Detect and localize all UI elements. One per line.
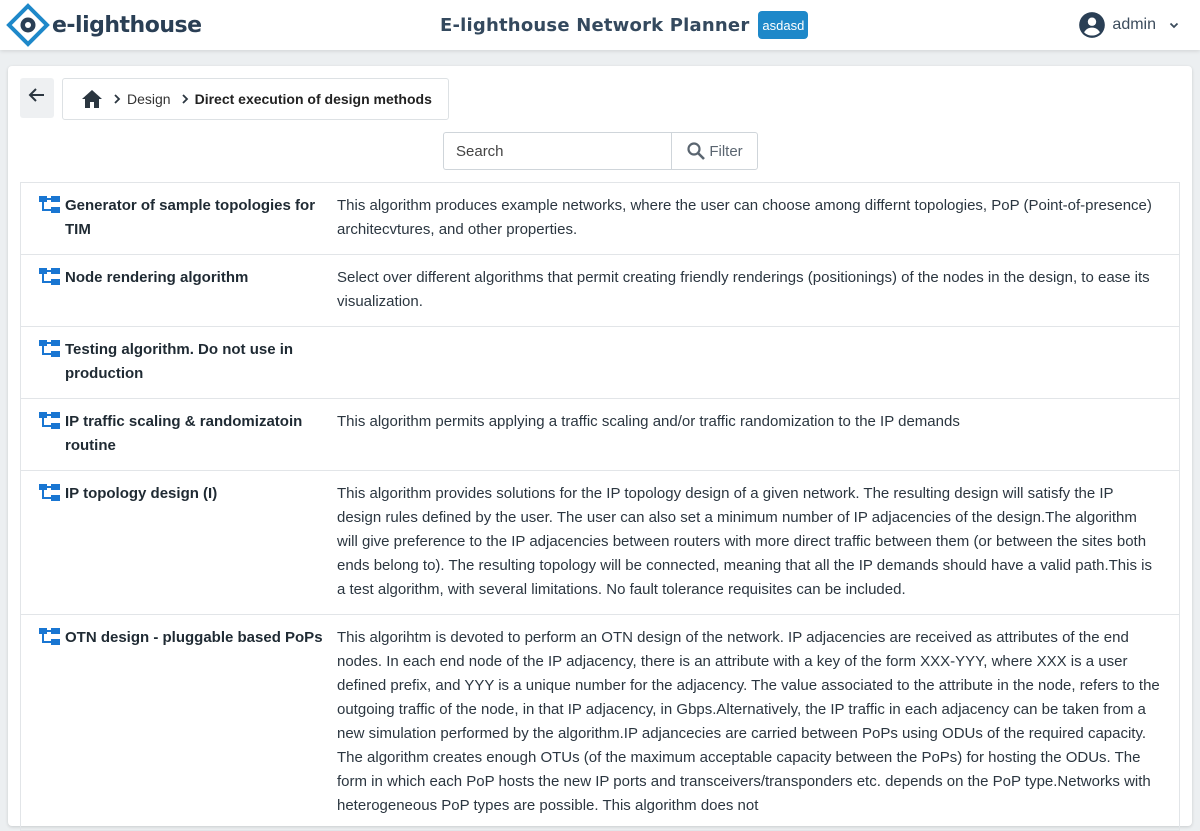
method-description: This algorithm produces example networks, where the user can choose among differnt topologies, PoP (Point-of-presence) architecvtures, and other properties. — [337, 197, 1152, 238]
algorithm-tree-icon — [39, 340, 60, 358]
method-description — [337, 338, 1179, 386]
algorithm-tree-icon — [39, 484, 60, 502]
chevron-down-icon — [1168, 19, 1180, 31]
method-row[interactable] — [21, 327, 1179, 399]
lighthouse-logo-icon — [8, 5, 48, 45]
user-menu[interactable] — [1078, 10, 1180, 40]
account-circle-icon — [1078, 11, 1106, 39]
breadcrumb-design[interactable]: Design — [127, 91, 171, 107]
method-cell-icon — [21, 266, 65, 314]
method-row[interactable] — [21, 255, 1179, 327]
method-cell-icon — [21, 482, 65, 602]
method-description: Select over different algorithms that permit creating friendly renderings (positionings) of the nodes in the design, to ease its visualization. — [337, 269, 1150, 310]
main-card — [8, 66, 1192, 826]
app-title: E-lighthouse Network Planner — [440, 14, 750, 36]
top-header — [0, 0, 1200, 50]
chevron-right-icon — [181, 93, 189, 105]
arrow-back-icon — [28, 86, 46, 104]
method-name: IP topology design (I) — [65, 485, 218, 502]
algorithm-tree-icon — [39, 412, 60, 430]
methods-table — [20, 182, 1180, 831]
app-title-area — [440, 10, 808, 40]
method-row[interactable] — [21, 399, 1179, 471]
algorithm-tree-icon — [39, 628, 60, 646]
method-row[interactable] — [21, 471, 1179, 615]
method-row[interactable] — [21, 615, 1179, 831]
method-cell-icon — [21, 338, 65, 386]
search-icon — [686, 141, 706, 161]
project-badge[interactable]: asdasd — [758, 11, 808, 39]
algorithm-tree-icon — [39, 268, 60, 286]
method-cell-icon — [21, 194, 65, 242]
filter-label: Filter — [709, 142, 743, 160]
breadcrumb-home[interactable] — [81, 89, 103, 109]
breadcrumb-current: Direct execution of design methods — [194, 91, 432, 107]
user-name: admin — [1112, 16, 1156, 33]
method-description: This algorihtm is devoted to perform an OTN design of the network. IP adjacencies are received as attributes of the end nodes. In each end node of the IP adjacency, there is an attribute with a key of the form XXX-YYY, where XXX is a user defined prefix, and YYY is a unique number for the adjacency. The value associated to the attribute in the node, refers to the outgoing traffic of the node, in that IP adjacency, in Gbps.Alternatively, the IP traffic in each adjacency can be taken from a new simulation performed by the algorithm.IP adjancecies are carried between PoPs using ODUs of the required capacity. The algorithm creates enough OTUs (of the maximum acceptable capacity between the PoPs) for hosting the ODUs. The form in which each PoP hosts the new IP ports and transceivers/transponders etc. depends on the PoP type.Networks with heterogeneous PoP types are possible. This algorithm does not — [337, 629, 1160, 814]
method-row[interactable] — [21, 183, 1179, 255]
method-name: IP traffic scaling & randomizatoin routine — [65, 413, 303, 454]
method-name: Testing algorithm. Do not use in production — [65, 341, 294, 382]
method-description: This algorithm permits applying a traffic scaling and/or traffic randomization to the IP demands — [337, 413, 960, 430]
logo-text: e-lighthouse — [52, 12, 202, 38]
back-button[interactable] — [20, 78, 54, 118]
method-description: This algorithm provides solutions for the IP topology design of a given network. The resulting design will satisfy the IP design rules defined by the user. The user can also set a minimum number of IP adjacencies of the design.The algorithm will give preference to the IP adjacencies between routers with more direct traffic between them (or between the sites both ends belong to). The resulting topology will be connected, meaning that all the IP demands should have a valid path.This is a test algorithm, with several limitations. No fault tolerance requisites can be included. — [337, 485, 1152, 598]
method-cell-icon — [21, 410, 65, 458]
search-input[interactable] — [443, 132, 671, 170]
algorithm-tree-icon — [39, 196, 60, 214]
search-bar — [443, 132, 758, 170]
breadcrumb — [62, 78, 449, 120]
app-logo[interactable] — [8, 5, 202, 45]
chevron-right-icon — [113, 93, 121, 105]
method-cell-icon — [21, 626, 65, 818]
method-name: Node rendering algorithm — [65, 269, 249, 286]
method-name: OTN design - pluggable based PoPs — [65, 629, 323, 646]
filter-button[interactable] — [671, 132, 758, 170]
method-name: Generator of sample topologies for TIM — [65, 197, 316, 238]
home-icon — [81, 89, 103, 109]
